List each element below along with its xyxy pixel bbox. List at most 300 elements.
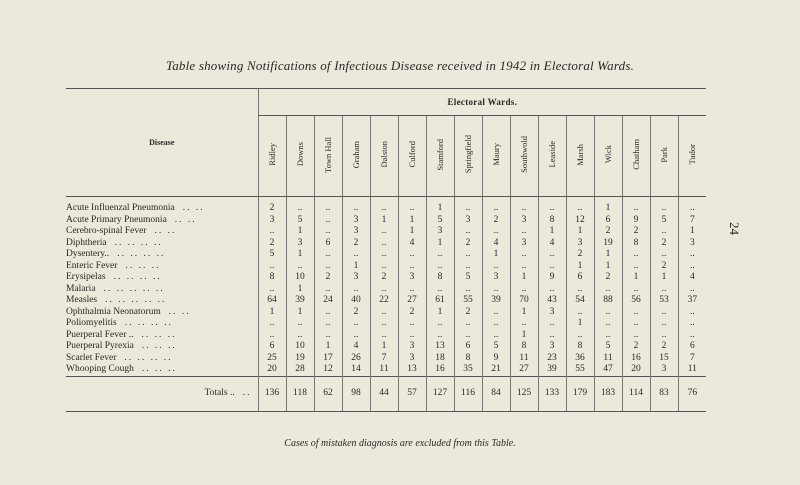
- count-cell: 12: [314, 364, 342, 376]
- count-cell: ..: [342, 249, 370, 261]
- ward-label: Park: [659, 146, 669, 163]
- count-cell: 1: [510, 330, 538, 342]
- table-row: [66, 364, 706, 376]
- total-cell: 127: [426, 376, 454, 411]
- disease-name: Cerebro-spinal Fever: [66, 226, 147, 237]
- count-cell: ..: [370, 284, 398, 296]
- count-cell: 1: [314, 341, 342, 353]
- count-cell: ..: [510, 284, 538, 296]
- count-cell: ..: [678, 318, 706, 330]
- count-cell: 19: [286, 353, 314, 365]
- count-cell: 5: [594, 341, 622, 353]
- ward-header: [370, 116, 398, 197]
- table-title: Table showing Notifications of Infectious Disease received in 1942 in Electoral Wards.: [165, 58, 635, 73]
- count-cell: 6: [678, 341, 706, 353]
- count-cell: 1: [370, 341, 398, 353]
- ward-label: Stamford: [435, 138, 445, 171]
- count-cell: ..: [454, 284, 482, 296]
- count-cell: 3: [398, 353, 426, 365]
- disease-name-cell: [66, 197, 258, 215]
- ward-header: [286, 116, 314, 197]
- count-cell: ..: [426, 261, 454, 273]
- count-cell: 2: [454, 238, 482, 250]
- total-cell: 133: [538, 376, 566, 411]
- count-cell: ..: [622, 284, 650, 296]
- count-cell: 3: [398, 272, 426, 284]
- count-cell: 6: [566, 272, 594, 284]
- count-cell: 1: [594, 249, 622, 261]
- total-cell: 76: [678, 376, 706, 411]
- count-cell: ..: [314, 284, 342, 296]
- count-cell: ..: [426, 284, 454, 296]
- ward-header: [314, 116, 342, 197]
- count-cell: 7: [678, 353, 706, 365]
- count-cell: 37: [678, 295, 706, 307]
- count-cell: ..: [482, 330, 510, 342]
- count-cell: 14: [342, 364, 370, 376]
- count-cell: 3: [650, 364, 678, 376]
- ward-header: [342, 116, 370, 197]
- table-row: [66, 238, 706, 250]
- count-cell: 13: [398, 364, 426, 376]
- leader-dots: .. .. ..: [141, 329, 177, 340]
- disease-name-cell: [66, 226, 258, 238]
- count-cell: ..: [650, 318, 678, 330]
- count-cell: ..: [286, 318, 314, 330]
- disease-name: Puerperal Fever ..: [66, 329, 134, 340]
- disease-name-cell: [66, 238, 258, 250]
- leader-dots: .. ..: [174, 214, 197, 225]
- ward-header: [594, 116, 622, 197]
- total-cell: 62: [314, 376, 342, 411]
- count-cell: 5: [258, 249, 286, 261]
- count-cell: 3: [426, 226, 454, 238]
- count-cell: 1: [286, 226, 314, 238]
- count-cell: 3: [678, 238, 706, 250]
- count-cell: 39: [482, 295, 510, 307]
- disease-name: Acute Primary Pneumonia: [66, 214, 167, 225]
- total-cell: 116: [454, 376, 482, 411]
- count-cell: 9: [622, 215, 650, 227]
- total-cell: 118: [286, 376, 314, 411]
- disease-name-cell: [66, 272, 258, 284]
- count-cell: 2: [258, 197, 286, 215]
- count-cell: 5: [286, 215, 314, 227]
- count-cell: ..: [258, 330, 286, 342]
- count-cell: 20: [258, 364, 286, 376]
- count-cell: ..: [314, 226, 342, 238]
- disease-name: Ophthalmia Neonatorum: [66, 306, 161, 317]
- table-row: [66, 261, 706, 273]
- count-cell: 2: [370, 272, 398, 284]
- count-cell: 8: [566, 341, 594, 353]
- ward-label: Town Hall: [323, 136, 333, 173]
- count-cell: 1: [650, 272, 678, 284]
- table-row: [66, 249, 706, 261]
- count-cell: 2: [398, 307, 426, 319]
- table-row: [66, 341, 706, 353]
- count-cell: 4: [678, 272, 706, 284]
- disease-name: Measles: [66, 295, 98, 306]
- count-cell: 1: [426, 307, 454, 319]
- count-cell: 88: [594, 295, 622, 307]
- count-cell: ..: [510, 226, 538, 238]
- count-cell: ..: [370, 318, 398, 330]
- ward-label: Culford: [407, 141, 417, 168]
- disease-name-cell: [66, 215, 258, 227]
- count-cell: 2: [314, 272, 342, 284]
- count-cell: 19: [594, 238, 622, 250]
- count-cell: ..: [678, 330, 706, 342]
- count-cell: 1: [398, 215, 426, 227]
- count-cell: ..: [314, 307, 342, 319]
- disease-name-cell: [66, 249, 258, 261]
- disease-name-cell: [66, 364, 258, 376]
- count-cell: 5: [426, 215, 454, 227]
- count-cell: 1: [286, 249, 314, 261]
- count-cell: ..: [510, 318, 538, 330]
- count-cell: 24: [314, 295, 342, 307]
- count-cell: 3: [258, 215, 286, 227]
- count-cell: 7: [370, 353, 398, 365]
- count-cell: 2: [622, 226, 650, 238]
- count-cell: 4: [398, 238, 426, 250]
- ward-label: Leaside: [547, 141, 557, 168]
- notifications-table: [66, 88, 706, 412]
- count-cell: ..: [370, 330, 398, 342]
- count-cell: 20: [622, 364, 650, 376]
- disease-name-cell: [66, 318, 258, 330]
- count-cell: ..: [314, 249, 342, 261]
- count-cell: 1: [566, 261, 594, 273]
- count-cell: ..: [622, 307, 650, 319]
- count-cell: 54: [566, 295, 594, 307]
- count-cell: ..: [566, 330, 594, 342]
- count-cell: ..: [398, 330, 426, 342]
- count-cell: 11: [678, 364, 706, 376]
- disease-name: Dysentery..: [66, 249, 110, 260]
- table-row: [66, 215, 706, 227]
- count-cell: ..: [650, 197, 678, 215]
- count-cell: 40: [342, 295, 370, 307]
- table-footnote: Cases of mistaken diagnosis are excluded from this Table.: [284, 438, 516, 449]
- total-cell: 179: [566, 376, 594, 411]
- count-cell: 3: [342, 272, 370, 284]
- count-cell: 3: [538, 307, 566, 319]
- count-cell: ..: [538, 249, 566, 261]
- table-row: [66, 197, 706, 215]
- count-cell: ..: [650, 284, 678, 296]
- count-cell: ..: [370, 307, 398, 319]
- count-cell: 1: [594, 261, 622, 273]
- total-cell: 136: [258, 376, 286, 411]
- count-cell: ..: [678, 261, 706, 273]
- count-cell: ..: [538, 197, 566, 215]
- leader-dots: .. .. .. ..: [124, 352, 173, 363]
- count-cell: 2: [650, 238, 678, 250]
- ward-label: Southwold: [519, 136, 529, 173]
- count-cell: ..: [538, 284, 566, 296]
- disease-name: Scarlet Fever: [66, 352, 117, 363]
- disease-name-cell: [66, 341, 258, 353]
- count-cell: ..: [314, 318, 342, 330]
- table-row: [66, 284, 706, 296]
- count-cell: 55: [454, 295, 482, 307]
- count-cell: ..: [454, 261, 482, 273]
- count-cell: ..: [482, 226, 510, 238]
- totals-row: [66, 376, 706, 411]
- count-cell: ..: [370, 238, 398, 250]
- count-cell: ..: [566, 197, 594, 215]
- disease-name: Malaria: [66, 283, 96, 294]
- count-cell: 13: [426, 341, 454, 353]
- count-cell: 5: [454, 272, 482, 284]
- count-cell: 1: [426, 197, 454, 215]
- count-cell: 6: [258, 341, 286, 353]
- disease-name-cell: [66, 284, 258, 296]
- ward-label: Wick: [603, 145, 613, 164]
- count-cell: 28: [286, 364, 314, 376]
- count-cell: 15: [650, 353, 678, 365]
- count-cell: 10: [286, 341, 314, 353]
- count-cell: 5: [650, 215, 678, 227]
- disease-name-cell: [66, 295, 258, 307]
- ward-label: Downs: [295, 142, 305, 167]
- count-cell: 64: [258, 295, 286, 307]
- count-cell: ..: [370, 197, 398, 215]
- disease-name-cell: [66, 261, 258, 273]
- table-row: [66, 226, 706, 238]
- count-cell: 3: [454, 215, 482, 227]
- leader-dots: .. .. .. ..: [124, 318, 173, 329]
- count-cell: 4: [482, 238, 510, 250]
- count-cell: 3: [482, 272, 510, 284]
- count-cell: ..: [398, 261, 426, 273]
- totals-label-cell: [66, 376, 258, 411]
- count-cell: 3: [510, 215, 538, 227]
- leader-dots: .. ..: [168, 306, 191, 317]
- count-cell: 1: [566, 226, 594, 238]
- count-cell: ..: [454, 249, 482, 261]
- count-cell: ..: [678, 284, 706, 296]
- count-cell: 2: [342, 307, 370, 319]
- count-cell: ..: [286, 330, 314, 342]
- count-cell: 8: [538, 215, 566, 227]
- page-number: 24: [727, 222, 742, 235]
- count-cell: ..: [510, 197, 538, 215]
- count-cell: 3: [510, 238, 538, 250]
- count-cell: ..: [398, 318, 426, 330]
- count-cell: ..: [454, 197, 482, 215]
- count-cell: 3: [286, 238, 314, 250]
- count-cell: 1: [258, 307, 286, 319]
- count-cell: 53: [650, 295, 678, 307]
- count-cell: ..: [314, 197, 342, 215]
- count-cell: 23: [538, 353, 566, 365]
- count-cell: 11: [594, 353, 622, 365]
- table-row: [66, 307, 706, 319]
- count-cell: ..: [314, 261, 342, 273]
- ward-header: [510, 116, 538, 197]
- leader-dots: .. .. .. ..: [114, 237, 163, 248]
- count-cell: 4: [342, 341, 370, 353]
- count-cell: 7: [678, 215, 706, 227]
- count-cell: 1: [594, 197, 622, 215]
- disease-name: Enteric Fever: [66, 260, 118, 271]
- count-cell: 6: [594, 215, 622, 227]
- table-row: [66, 330, 706, 342]
- count-cell: 1: [566, 318, 594, 330]
- leader-dots: .. ..: [182, 203, 205, 214]
- count-cell: 1: [286, 284, 314, 296]
- total-cell: 183: [594, 376, 622, 411]
- count-cell: 9: [538, 272, 566, 284]
- count-cell: ..: [314, 215, 342, 227]
- count-cell: ..: [482, 307, 510, 319]
- count-cell: ..: [594, 307, 622, 319]
- count-cell: ..: [510, 249, 538, 261]
- disease-name-cell: [66, 353, 258, 365]
- total-cell: 44: [370, 376, 398, 411]
- count-cell: ..: [342, 284, 370, 296]
- count-cell: 61: [426, 295, 454, 307]
- ward-label: Tudor: [687, 144, 698, 165]
- count-cell: 8: [258, 272, 286, 284]
- count-cell: 2: [650, 261, 678, 273]
- count-cell: 2: [622, 341, 650, 353]
- count-cell: ..: [678, 197, 706, 215]
- count-cell: 3: [538, 341, 566, 353]
- total-cell: 125: [510, 376, 538, 411]
- count-cell: 1: [342, 261, 370, 273]
- count-cell: ..: [594, 330, 622, 342]
- disease-name: Diphtheria: [66, 237, 107, 248]
- count-cell: 2: [650, 341, 678, 353]
- count-cell: 3: [342, 215, 370, 227]
- count-cell: 21: [482, 364, 510, 376]
- count-cell: 1: [398, 226, 426, 238]
- count-cell: 27: [510, 364, 538, 376]
- count-cell: ..: [370, 261, 398, 273]
- count-cell: 3: [398, 341, 426, 353]
- count-cell: 2: [258, 238, 286, 250]
- count-cell: ..: [454, 318, 482, 330]
- count-cell: 25: [258, 353, 286, 365]
- table-body: [66, 197, 706, 412]
- count-cell: ..: [622, 197, 650, 215]
- total-cell: 114: [622, 376, 650, 411]
- count-cell: ..: [426, 249, 454, 261]
- disease-name: Erysipelas: [66, 272, 106, 283]
- count-cell: ..: [538, 261, 566, 273]
- count-cell: ..: [650, 307, 678, 319]
- disease-name: Poliomyelitis: [66, 318, 117, 329]
- count-cell: 1: [286, 307, 314, 319]
- count-cell: 17: [314, 353, 342, 365]
- count-cell: 1: [426, 238, 454, 250]
- count-cell: 47: [594, 364, 622, 376]
- count-cell: 1: [510, 307, 538, 319]
- ward-label: Marsh: [575, 143, 585, 166]
- count-cell: 56: [622, 295, 650, 307]
- ward-header: [454, 116, 482, 197]
- count-cell: ..: [566, 307, 594, 319]
- count-cell: 5: [482, 341, 510, 353]
- count-cell: 8: [510, 341, 538, 353]
- ward-label: Springfield: [463, 135, 473, 174]
- count-cell: ..: [370, 249, 398, 261]
- ward-header: [650, 116, 678, 197]
- count-cell: 35: [454, 364, 482, 376]
- table-row: [66, 353, 706, 365]
- count-cell: ..: [594, 318, 622, 330]
- ward-label: Chatham: [631, 139, 641, 170]
- total-cell: 84: [482, 376, 510, 411]
- total-cell: 98: [342, 376, 370, 411]
- count-cell: 12: [566, 215, 594, 227]
- total-cell: 83: [650, 376, 678, 411]
- ward-label: Maury: [491, 143, 501, 166]
- count-cell: ..: [454, 226, 482, 238]
- count-cell: ..: [594, 284, 622, 296]
- count-cell: ..: [538, 318, 566, 330]
- count-cell: 2: [566, 249, 594, 261]
- count-cell: ..: [622, 249, 650, 261]
- count-cell: 36: [566, 353, 594, 365]
- ward-header: [538, 116, 566, 197]
- count-cell: 8: [454, 353, 482, 365]
- count-cell: ..: [650, 249, 678, 261]
- count-cell: 2: [342, 238, 370, 250]
- ward-header: [566, 116, 594, 197]
- disease-name-cell: [66, 307, 258, 319]
- count-cell: 55: [566, 364, 594, 376]
- count-cell: 11: [510, 353, 538, 365]
- count-cell: 8: [622, 238, 650, 250]
- table-row: [66, 295, 706, 307]
- ward-header: [482, 116, 510, 197]
- count-cell: 9: [482, 353, 510, 365]
- disease-name: Puerperal Pyrexia: [66, 341, 134, 352]
- leader-dots: .. ..: [154, 226, 177, 237]
- count-cell: ..: [370, 226, 398, 238]
- count-cell: ..: [650, 330, 678, 342]
- count-cell: ..: [482, 318, 510, 330]
- ward-header: [426, 116, 454, 197]
- count-cell: ..: [622, 330, 650, 342]
- total-cell: 57: [398, 376, 426, 411]
- count-cell: ..: [342, 318, 370, 330]
- disease-column-header: Disease: [66, 89, 258, 197]
- count-cell: ..: [398, 249, 426, 261]
- count-cell: 2: [454, 307, 482, 319]
- count-cell: 11: [370, 364, 398, 376]
- leader-dots: ..: [242, 388, 252, 398]
- count-cell: ..: [482, 197, 510, 215]
- count-cell: ..: [538, 330, 566, 342]
- count-cell: 3: [566, 238, 594, 250]
- leader-dots: .. .. ..: [141, 364, 177, 375]
- count-cell: 1: [370, 215, 398, 227]
- count-cell: ..: [622, 318, 650, 330]
- count-cell: 4: [538, 238, 566, 250]
- count-cell: 3: [342, 226, 370, 238]
- count-cell: 16: [622, 353, 650, 365]
- electoral-wards-header: Electoral Wards.: [258, 89, 706, 116]
- count-cell: 1: [622, 272, 650, 284]
- ward-header: [398, 116, 426, 197]
- count-cell: 27: [398, 295, 426, 307]
